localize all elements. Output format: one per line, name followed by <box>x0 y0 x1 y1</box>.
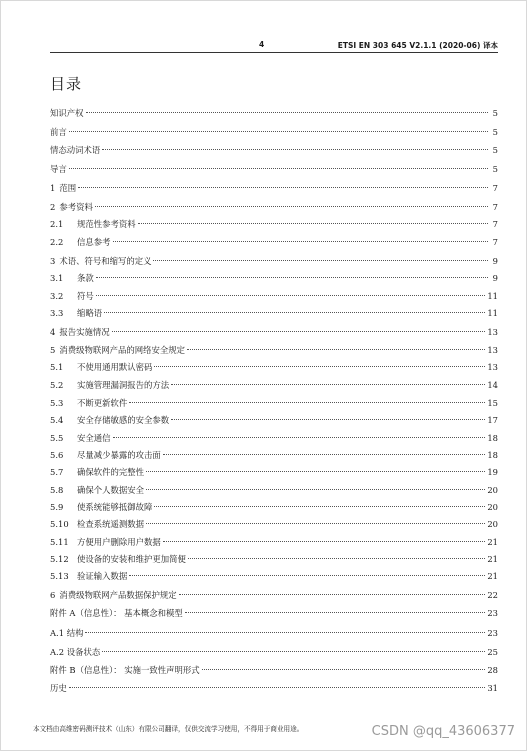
toc-entry-number: 5.10 <box>50 519 69 529</box>
toc-entry-number: 5.13 <box>50 571 69 581</box>
toc-entry[interactable] <box>50 605 498 621</box>
toc-entry-page: 23 <box>487 608 498 618</box>
dot-leader <box>85 632 485 633</box>
toc-entry-number: 3.2 <box>50 291 64 301</box>
dot-leader <box>163 541 486 542</box>
toc-entry-label: 信息参考 <box>77 237 111 247</box>
toc-entry[interactable] <box>50 199 498 215</box>
dot-leader <box>146 471 485 472</box>
toc-entry-page: 9 <box>492 256 498 266</box>
toc-entry-number: 5.1 <box>50 362 64 372</box>
toc-entry-label: A.2 设备状态 <box>50 647 101 657</box>
toc-entry-page: 13 <box>487 362 498 372</box>
dot-leader <box>96 295 486 296</box>
toc-entry-number: 3.3 <box>50 308 64 318</box>
toc-entry[interactable] <box>50 142 498 158</box>
toc-entry-label: 使系统能够抵御故障 <box>77 502 153 512</box>
toc-entry-page: 23 <box>487 628 498 638</box>
toc-entry[interactable] <box>50 680 498 696</box>
toc-entry-page: 20 <box>487 519 498 529</box>
dot-leader <box>185 612 486 613</box>
toc-entry-number: 5.2 <box>50 380 64 390</box>
toc-entry-label: 使设备的安装和维护更加简便 <box>77 554 186 564</box>
toc-entry-label: 确保软件的完整性 <box>77 467 144 477</box>
toc-entry-page: 20 <box>487 485 498 495</box>
toc-entry-label: 规范性参考资料 <box>77 219 136 229</box>
toc-entry-label: 附件 A（信息性）： 基本概念和模型 <box>50 608 183 618</box>
toc-entry-label: 条款 <box>77 273 94 283</box>
toc-entry-number: 5.3 <box>50 398 64 408</box>
toc-entry-number: 5.11 <box>50 537 69 547</box>
dot-leader <box>138 223 488 224</box>
dot-leader <box>86 112 489 113</box>
toc-entry[interactable] <box>50 568 498 584</box>
toc-entry-number: 3.1 <box>50 273 64 283</box>
toc-entry[interactable] <box>50 587 498 603</box>
dot-leader <box>163 454 486 455</box>
toc-entry-page: 7 <box>492 219 498 229</box>
footer-disclaimer: 本文档由高维密码测评技术（山东）有限公司翻译，仅供交流学习使用，不得用于商业用途。 <box>33 725 304 733</box>
toc-entry-label: 知识产权 <box>50 108 84 118</box>
toc-entry-page: 21 <box>487 554 498 564</box>
toc-entry-page: 19 <box>487 467 498 477</box>
dot-leader <box>102 651 485 652</box>
toc-entry-label: 术语、符号和缩写的定义 <box>59 256 152 266</box>
dot-leader <box>202 669 486 670</box>
toc-entry-page: 11 <box>487 291 498 301</box>
toc-entry[interactable] <box>50 644 498 660</box>
toc-entry-label: 情态动词术语 <box>50 145 101 155</box>
toc-entry-label: 消费级物联网产品的网络安全规定 <box>59 345 185 355</box>
dot-leader <box>153 260 488 261</box>
toc-entry[interactable] <box>50 377 498 393</box>
toc-entry-page: 5 <box>492 108 498 118</box>
toc-entry[interactable] <box>50 180 498 196</box>
toc-entry-label: 导言 <box>50 164 67 174</box>
dot-leader <box>69 168 488 169</box>
toc-entry[interactable] <box>50 161 498 177</box>
toc-entry-label: A.1 结构 <box>50 628 84 638</box>
toc-entry-label: 不断更新软件 <box>77 398 128 408</box>
toc-entry[interactable] <box>50 447 498 463</box>
toc-entry-page: 22 <box>487 590 498 600</box>
header-document-title: ETSI EN 303 645 V2.1.1 (2020-06) 译本 <box>337 41 498 50</box>
toc-entry[interactable] <box>50 625 498 641</box>
toc-entry-label: 安全存储敏感的安全参数 <box>77 415 170 425</box>
toc-entry-label: 方便用户删除用户数据 <box>77 537 161 547</box>
page-header <box>50 38 498 53</box>
toc-entry-label: 附件 B（信息性）： 实施一致性声明形式 <box>50 665 200 675</box>
toc-entry[interactable] <box>50 359 498 375</box>
toc-entry-label: 不使用通用默认密码 <box>77 362 153 372</box>
toc-entry-number: 2.2 <box>50 237 64 247</box>
toc-entry[interactable] <box>50 516 498 532</box>
toc-entry-number: 6 <box>50 590 56 600</box>
toc-entry-number: 2.1 <box>50 219 64 229</box>
toc-entry-page: 7 <box>492 183 498 193</box>
dot-leader <box>129 575 485 576</box>
toc-entry[interactable] <box>50 216 498 232</box>
toc-entry[interactable] <box>50 124 498 140</box>
toc-entry-number: 4 <box>50 327 56 337</box>
dot-leader <box>129 402 485 403</box>
toc-entry[interactable] <box>50 534 498 550</box>
dot-leader <box>69 131 488 132</box>
dot-leader <box>146 489 485 490</box>
toc-entry-page: 7 <box>492 237 498 247</box>
toc-entry-number: 5.5 <box>50 433 64 443</box>
toc-entry-page: 21 <box>487 537 498 547</box>
toc-entry[interactable] <box>50 324 498 340</box>
toc-entry-page: 18 <box>487 433 498 443</box>
dot-leader <box>154 366 485 367</box>
toc-entry-page: 11 <box>487 308 498 318</box>
dot-leader <box>104 312 485 313</box>
toc-entry-label: 历史 <box>50 683 67 693</box>
toc-entry-page: 21 <box>487 571 498 581</box>
toc-entry-label: 缩略语 <box>77 308 103 318</box>
toc-entry-label: 尽量减少暴露的攻击面 <box>77 450 161 460</box>
toc-entry-page: 13 <box>487 327 498 337</box>
dot-leader <box>78 187 488 188</box>
dot-leader <box>113 437 486 438</box>
toc-entry-page: 9 <box>492 273 498 283</box>
dot-leader <box>171 419 485 420</box>
header-page-number: 4 <box>259 40 265 49</box>
toc-entry-number: 5.7 <box>50 467 64 477</box>
dot-leader <box>179 594 486 595</box>
toc-entry-label: 安全通信 <box>77 433 111 443</box>
toc-entry-number: 5 <box>50 345 56 355</box>
toc-entry-number: 5.12 <box>50 554 69 564</box>
toc-entry-label: 验证输入数据 <box>77 571 128 581</box>
toc-entry-page: 5 <box>492 164 498 174</box>
toc-entry[interactable] <box>50 430 498 446</box>
toc-entry-page: 31 <box>487 683 498 693</box>
toc-entry[interactable] <box>50 551 498 567</box>
toc-title: 目录 <box>50 75 83 93</box>
toc-entry-label: 检查系统遥测数据 <box>77 519 144 529</box>
toc-entry-page: 15 <box>487 398 498 408</box>
dot-leader <box>154 506 485 507</box>
toc-entry-page: 17 <box>487 415 498 425</box>
toc-entry-page: 14 <box>487 380 498 390</box>
toc-entry-page: 13 <box>487 345 498 355</box>
dot-leader <box>112 331 486 332</box>
toc-entry-number: 5.4 <box>50 415 64 425</box>
toc-entry-number: 2 <box>50 202 56 212</box>
dot-leader <box>69 687 486 688</box>
dot-leader <box>102 149 488 150</box>
toc-entry-page: 20 <box>487 502 498 512</box>
toc-entry[interactable] <box>50 662 498 678</box>
toc-entry[interactable] <box>50 105 498 121</box>
toc-entry[interactable] <box>50 342 498 358</box>
toc-entry-label: 消费级物联网产品数据保护规定 <box>59 590 177 600</box>
toc-entry[interactable] <box>50 305 498 321</box>
toc-entry-label: 参考资料 <box>59 202 93 212</box>
toc-entry-page: 28 <box>487 665 498 675</box>
toc-entry-page: 25 <box>487 647 498 657</box>
toc-entry-label: 报告实施情况 <box>59 327 110 337</box>
toc-entry-label: 确保个人数据安全 <box>77 485 144 495</box>
toc-entry-label: 符号 <box>77 291 94 301</box>
toc-entry-number: 3 <box>50 256 56 266</box>
toc-entry[interactable] <box>50 464 498 480</box>
dot-leader <box>171 384 485 385</box>
toc-entry[interactable] <box>50 270 498 286</box>
toc-entry[interactable] <box>50 234 498 250</box>
toc-entry-label: 范围 <box>59 183 77 193</box>
toc-entry-label: 前言 <box>50 127 67 137</box>
dot-leader <box>95 206 488 207</box>
toc-entry-page: 7 <box>492 202 498 212</box>
toc-entry[interactable] <box>50 499 498 515</box>
toc-entry-number: 1 <box>50 183 56 193</box>
dot-leader <box>188 558 485 559</box>
csdn-watermark: CSDN @qq_43606377 <box>371 724 515 739</box>
dot-leader <box>146 523 485 524</box>
toc-entry-number: 5.9 <box>50 502 64 512</box>
toc-entry[interactable] <box>50 482 498 498</box>
toc-entry[interactable] <box>50 253 498 269</box>
toc-entry-number: 5.6 <box>50 450 64 460</box>
dot-leader <box>96 277 488 278</box>
dot-leader <box>113 241 489 242</box>
toc-entry-label: 实施管理漏洞报告的方法 <box>77 380 170 390</box>
toc-entry-page: 5 <box>492 127 498 137</box>
toc-entry[interactable] <box>50 412 498 428</box>
toc-entry-number: 5.8 <box>50 485 64 495</box>
toc-entry[interactable] <box>50 288 498 304</box>
toc-entry[interactable] <box>50 395 498 411</box>
dot-leader <box>187 349 485 350</box>
toc-entry-page: 5 <box>492 145 498 155</box>
toc-entry-page: 18 <box>487 450 498 460</box>
